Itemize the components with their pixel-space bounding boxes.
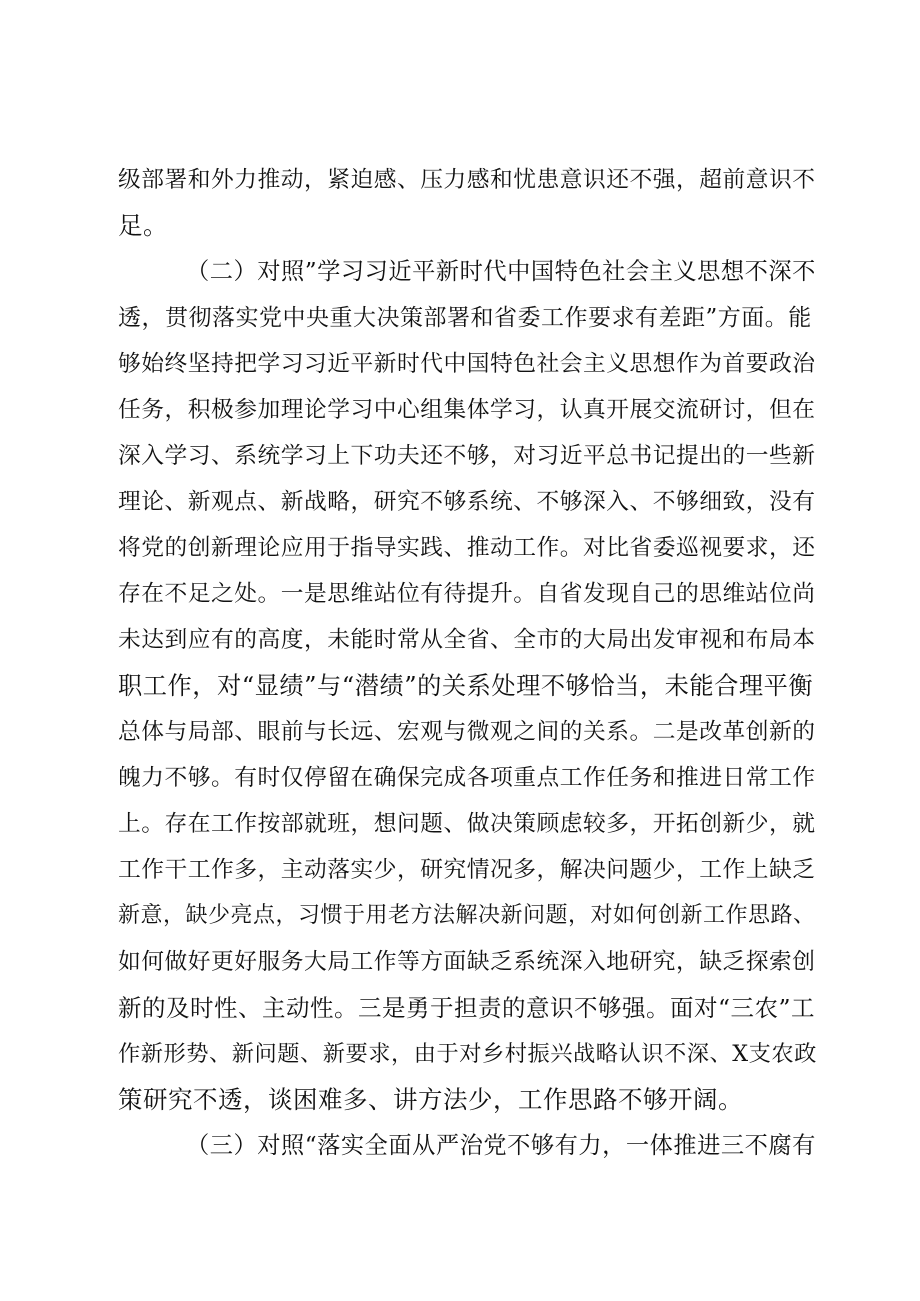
body-text-line: 透，贯彻落实党中央重大决策部署和省委工作要求有差距”方面。能 [118,305,812,331]
body-text-line: 上。存在工作按部就班，想问题、做决策顾虑较多，开拓创新少，就 [118,811,816,837]
body-text-line: 新意，缺少亮点，习惯于用老方法解决新问题，对如何创新工作思路、 [118,903,816,928]
body-text-line: 将党的创新理论应用于指导实践、推动工作。对比省委巡视要求，还 [118,535,816,561]
body-text-line: 作新形势、新问题、新要求，由于对乡村振兴战略认识不深、X支农政 [118,1041,817,1067]
body-text-line: 级部署和外力推动，紧迫感、压力感和忧患意识还不强，超前意识不 [118,167,816,193]
body-text-line: 职工作，对“显绩”与“潜绩”的关系处理不够恰当，未能合理平衡 [118,671,814,700]
body-text-line: 深入学习、系统学习上下功夫还不够，对习近平总书记提出的一些新 [118,443,816,469]
body-text-line: 策研究不透，谈困难多、讲方法少，工作思路不够开阔。 [118,1085,743,1114]
body-text-line: 存在不足之处。一是思维站位有待提升。自省发现自己的思维站位尚 [118,581,816,607]
body-text-line: 足。 [118,211,168,240]
body-text-line: 任务，积极参加理论学习中心组集体学习，认真开展交流研讨，但在 [118,397,816,423]
body-text-line: 新的及时性、主动性。三是勇于担责的意识不够强。面对“三农”工 [118,994,816,1022]
body-text-line: 总体与局部、眼前与长远、宏观与微观之间的关系。二是改革创新的 [118,719,816,745]
body-text-line: 未达到应有的高度，未能时常从全省、全市的大局出发审视和布局本 [118,627,816,653]
body-text-line: 魄力不够。有时仅停留在确保完成各项重点工作任务和推进日常工作 [118,765,816,791]
body-text-line: 工作干工作多，主动落实少，研究情况多，解决问题少，工作上缺乏 [118,857,816,883]
body-text-line: 够始终坚持把学习习近平新时代中国特色社会主义思想作为首要政治 [118,351,816,377]
body-text-line: 理论、新观点、新战略，研究不够系统、不够深入、不够细致，没有 [118,489,816,515]
section-heading-three: （三）对照“落实全面从严治党不够有力，一体推进三不腐有 [186,1132,816,1159]
body-text-line: 如何做好更好服务大局工作等方面缺乏系统深入地研究，缺乏探索创 [118,949,816,975]
section-heading-two: （二）对照”学习习近平新时代中国特色社会主义思想不深不 [186,258,816,285]
